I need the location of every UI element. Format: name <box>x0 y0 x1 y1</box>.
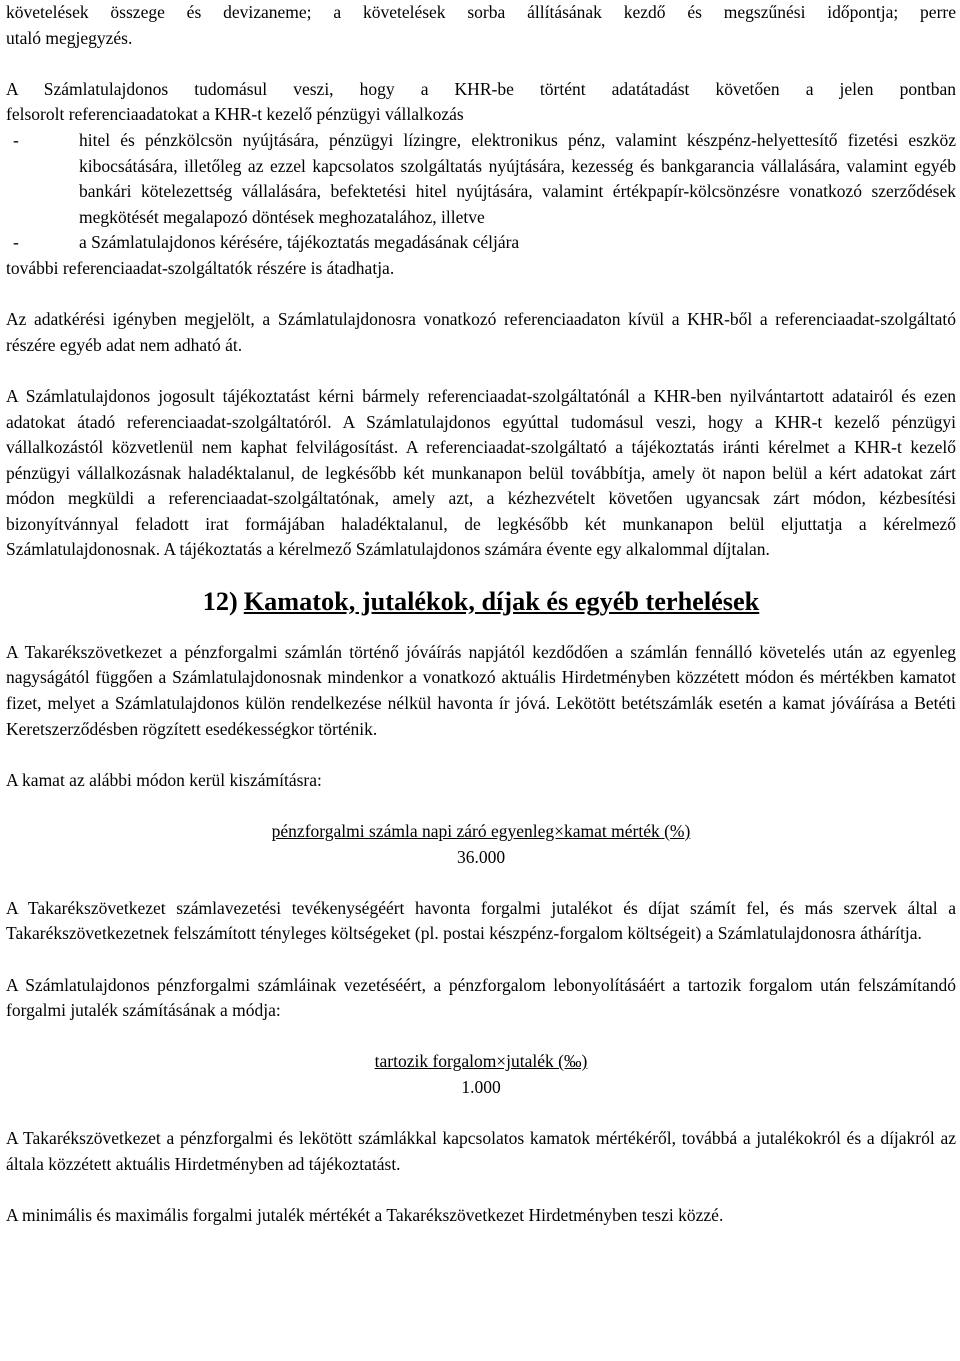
list-item <box>6 230 956 256</box>
rates-information-paragraph: A Takarékszövetkezet a pénzforgalmi és lekötött számlákkal kapcsolatos kamatok mértékéről, továbbá a jutalékokról és a díjakról az általa közzétett aktuális Hirdetményben ad tájékoztatást. <box>6 1128 956 1174</box>
min-max-commission-paragraph: A minimális és maximális forgalmi jutalék mértékét a Takarékszövetkezet Hirdetményben teszi közzé. <box>6 1204 724 1225</box>
interest-calculation-intro: A kamat az alábbi módon kerül kiszámításra: <box>6 769 322 790</box>
transfer-paragraph <box>6 77 956 282</box>
dash-bullet: - <box>13 129 19 150</box>
interest-formula-numerator: pénzforgalmi számla napi záró egyenleg×kamat mérték (%) <box>271 821 691 841</box>
commission-formula-denominator: 1.000 <box>461 1076 501 1097</box>
transfer-intro-line-1: A Számlatulajdonos tudomásul veszi, hogy a KHR-be történt adatátadást követően a jelen pontban <box>6 78 956 99</box>
information-rights-paragraph: A Számlatulajdonos jogosult tájékoztatást kérni bármely referenciaadat-szolgáltatónál a KHR-ben nyilvántartott adatairól és ezen adatokat átadó referenciaadat-szolgáltatóról. A Számlatulajdonos egyúttal tudomásul veszi, hogy a KHR-t kezelő pénzügyi vállalkozástól közvetlenül nem kaphat felvilágosítást. A referenciaadat-szolgáltató a tájékoztatás iránti kérelmet a KHR-t kezelő pénzügyi vállalkozásnak haladéktalanul, de legkésőbb két munkanapon belül továbbítja, amely öt napon belül a kért adatokat zárt módon megküldi a referenciaadat-szolgáltatónak, amely azt, a kézhezvételt követően ugyancsak zárt módon, kézbesítési bizonyítvánnyal feladott irat formájában haladéktalanul, de legkésőbb két munkanapon belül eljuttatja a kérelmező Számlatulajdonosnak. A tájékoztatás a kérelmező Számlatulajdonos számára évente egy alkalommal díjtalan. <box>6 385 956 560</box>
commission-paragraph: A Számlatulajdonos pénzforgalmi számláinak vezetéséért, a pénzforgalom lebonyolításáért a tartozik forgalom után felszámítandó forgalmi jutalék számításának a módja: <box>6 974 956 1021</box>
claims-line-1: követelések összege és devizaneme; a követelések sorba állításának kezdő és megszűnési időpontja; perre <box>6 2 956 22</box>
interest-paragraph: A Takarékszövetkezet a pénzforgalmi számlán történő jóváírás napjától kezdődően a számlán fennálló követelés után az egyenleg nagyságától függően a Számlatulajdonosnak mindenkor a vonatkozó aktuális Hirdetményben közzétett módon és mértékben kamatot fizet, melyet a Számlatulajdonos külön rendelkezése nélkül havonta ír jóvá. Lekötött betétszámlák esetén a kamat jóváírása a Betéti Keretszerződésben rögzített esedékességkor történik. <box>6 641 956 739</box>
data-request-paragraph: Az adatkérési igényben megjelölt, a Számlatulajdonosra vonatkozó referenciaadaton kívül a KHR-ből a referenciaadat-szolgáltató részére egyéb adat nem adható át. <box>6 309 956 355</box>
interest-formula-denominator: 36.000 <box>456 846 506 867</box>
commission-formula-numerator: tartozik forgalom×jutalék (‰) <box>374 1051 588 1072</box>
document-page <box>6 0 956 1229</box>
section-title: Kamatok, jutalékok, díjak és egyéb terhelések <box>243 586 760 616</box>
list-item <box>6 128 956 230</box>
dash-bullet: - <box>13 232 19 253</box>
claims-paragraph <box>6 0 956 51</box>
transfer-intro-line-2: felsorolt referenciaadatokat a KHR-t kezelő pénzügyi vállalkozás <box>6 104 464 125</box>
section-heading <box>6 586 956 616</box>
list-item-text: a Számlatulajdonos kérésére, tájékoztatás megadásának céljára <box>79 232 520 253</box>
interest-formula <box>6 819 956 870</box>
list-item-text: hitel és pénzkölcsön nyújtására, pénzügyi lízingre, elektronikus pénz, valamint készpénz-helyettesítő fizetési eszköz kibocsátására, illetőleg az ezzel kapcsolatos szolgáltatás nyújtására, kezesség és bankgarancia vállalására, valamint egyéb bankári kötelezettség vállalására, befektetési hitel nyújtására, valamint értékpapír-kölcsönzésre vonatkozó szerződések megkötését megalapozó döntések meghozatalához, illetve <box>79 129 956 227</box>
transfer-purpose-list <box>6 128 956 256</box>
claims-line-2: utaló megjegyzés. <box>6 27 133 48</box>
section-number: 12) <box>202 586 238 616</box>
transfer-closing: további referenciaadat-szolgáltatók részére is átadhatja. <box>6 257 395 278</box>
commission-formula <box>6 1049 956 1100</box>
fees-paragraph: A Takarékszövetkezet számlavezetési tevékenységéért havonta forgalmi jutalékot és díjat számít fel, és más szervek által a Takarékszövetkezetnek felszámított tényleges költségeket (pl. postai készpénz-forgalom költségeit) a Számlatulajdonosra áthárítja. <box>6 897 956 944</box>
